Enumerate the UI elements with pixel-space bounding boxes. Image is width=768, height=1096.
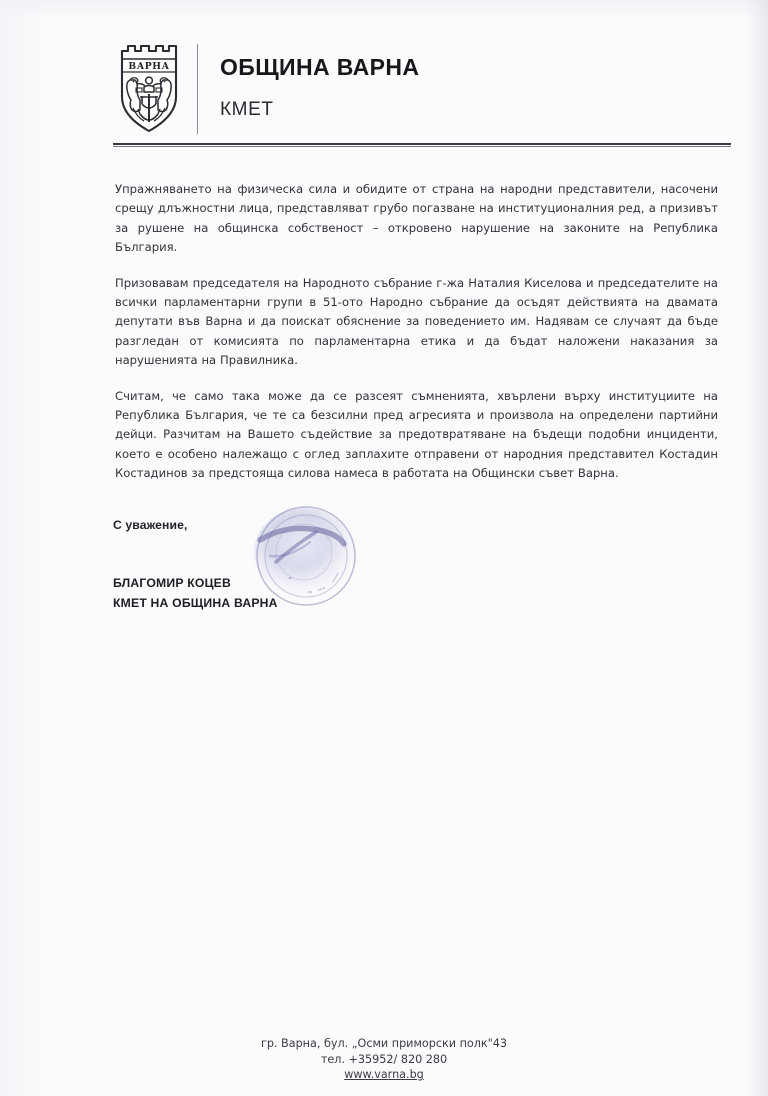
footer-address: гр. Варна, бул. „Осми приморски полк"43 xyxy=(260,1037,508,1050)
letterhead xyxy=(113,36,653,140)
signatory-name: БЛАГОМИР КОЦЕВ xyxy=(113,576,232,590)
signature-block xyxy=(113,518,413,610)
body-paragraph: Считам, че само така може да се разсеят съмненията, хвърлени върху институциите на Република България, че те са безсилни пред агресията и произвола на определени партийни дейци. Разчитам на Вашето съдействие за предотвратяване на бъдещи подобни инциденти, което е особено належащо с оглед заплахите отправени от народния представител Костадин Костадинов за предстояща силова намеса в работата на Общински съвет Варна. xyxy=(115,388,718,481)
footer-url[interactable]: www.varna.bg xyxy=(344,1068,424,1082)
svg-text:ВАРНА: ВАРНА xyxy=(128,61,170,72)
header-rule-thin xyxy=(113,146,731,147)
organization-role: КМЕТ xyxy=(220,99,274,121)
signatory-title: КМЕТ НА ОБЩИНА ВАРНА xyxy=(113,596,278,610)
body-paragraph: Призовавам председателя на Народното събрание г-жа Наталия Киселова и председателите на всички парламентарни групи в 51-ото Народно събрание да осъдят действията на двамата депутати във Варна и да поискат обяснение за поведението им. Надявам се случаят да бъде разгледан от комисията по парламентарна етика и да бъдат наложени наказания за нарушенията на Правилника. xyxy=(115,275,718,368)
page-footer xyxy=(0,1036,768,1083)
letter-body xyxy=(115,180,718,484)
signature-closing: С уважение, xyxy=(113,518,188,532)
header-rule-thick xyxy=(113,143,731,145)
footer-phone: тел. +35952/ 820 280 xyxy=(320,1052,448,1066)
varna-coat-of-arms-icon xyxy=(113,36,185,140)
letterhead-titles xyxy=(198,36,419,140)
body-paragraph: Упражняването на физическа сила и обидите от страна на народни представители, насочени срещу длъжностни лица, представляват грубо погазване на институционалния ред, а призивът за рушене на общинска собственост – откровено нарушение на законите на Република България. xyxy=(115,182,718,255)
organization-name: ОБЩИНА ВАРНА xyxy=(220,53,420,80)
header-rule xyxy=(113,143,731,147)
footer-url-line xyxy=(0,1067,768,1083)
